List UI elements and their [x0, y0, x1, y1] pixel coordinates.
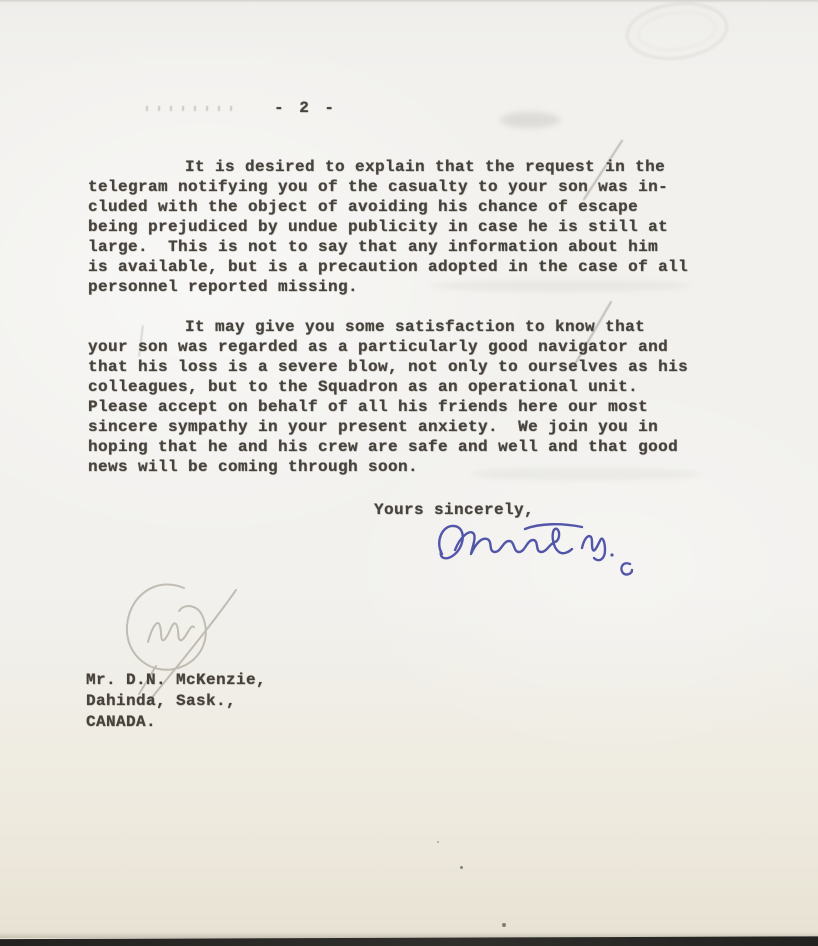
recipient-country: CANADA.: [86, 713, 157, 731]
text-line: Please accept on behalf of all his friends here our most: [88, 398, 649, 416]
faint-stamp-icon: [623, 0, 731, 65]
text-line: your son was regarded as a particularly good navigator and: [88, 338, 669, 356]
recipient-address: [86, 670, 266, 733]
text-line: sincere sympathy in your present anxiety. We join you in: [88, 418, 659, 436]
faint-dots-artifact: [146, 106, 234, 111]
recipient-name: Mr. D.N. McKenzie,: [86, 671, 267, 689]
text-line: is available, but is a precaution adopted in the case of all: [88, 258, 689, 276]
text-line: It is desired to explain that the request in the: [185, 158, 666, 176]
text-line: large. This is not to say that any information about him: [88, 238, 659, 256]
smudge-artifact: [500, 112, 560, 128]
signature-handwriting: [430, 514, 648, 578]
text-line: that his loss is a severe blow, not only to ourselves as his: [88, 358, 689, 376]
speck-artifact: [459, 865, 463, 869]
text-line: telegram notifying you of the casualty to your son was in-: [88, 178, 669, 196]
paragraph-2: [88, 317, 728, 477]
text-line: personnel reported missing.: [88, 278, 359, 296]
paragraph-1: [88, 157, 728, 297]
text-line: colleagues, but to the Squadron as an operational unit.: [88, 378, 639, 396]
speck-artifact: [437, 841, 439, 843]
text-line: It may give you some satisfaction to know that: [185, 318, 646, 336]
text-line: hoping that he and his crew are safe and well and that good: [88, 438, 679, 456]
speck-artifact: [502, 923, 506, 927]
page-number: - 2 -: [274, 99, 338, 117]
text-line: news will be coming through soon.: [88, 458, 419, 476]
recipient-locality: Dahinda, Sask.,: [86, 692, 237, 710]
text-line: cluded with the object of avoiding his chance of escape: [88, 198, 639, 216]
closing-salutation: Yours sincerely,: [374, 501, 535, 519]
text-line: being prejudiced by undue publicity in case he is still at: [88, 218, 669, 236]
